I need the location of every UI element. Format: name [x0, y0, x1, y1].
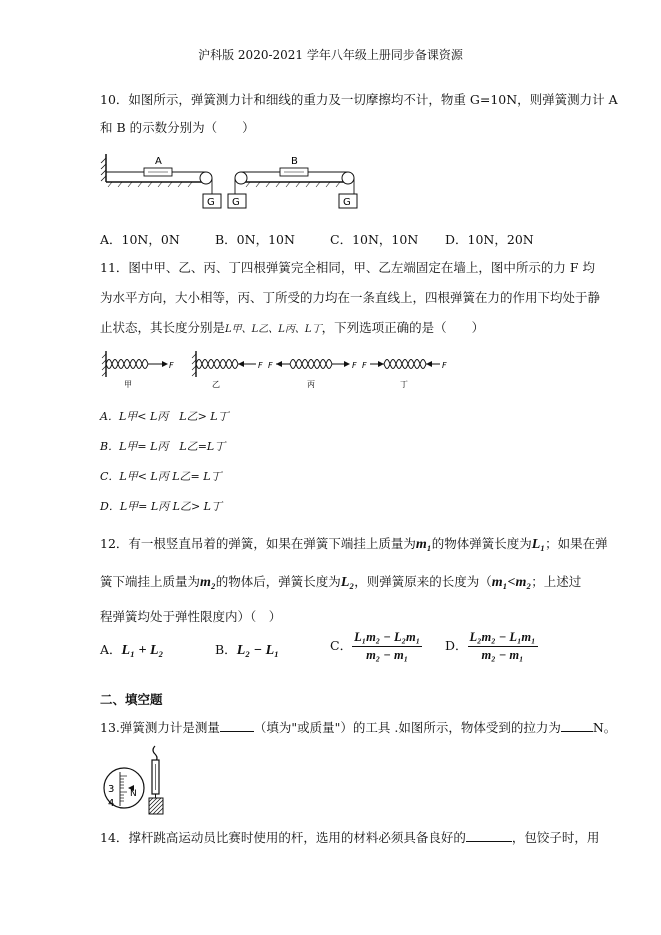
page-header: 沪科版 2020-2021 学年八年级上册同步备课资源 [198, 48, 463, 62]
q12-option-d-fraction [468, 630, 538, 663]
q11-line3-post: ，下列选项正确的是（ ） [321, 320, 485, 335]
q10-label-g2: G [232, 197, 240, 208]
q13-figure [100, 744, 180, 816]
q12-m2: m₂ [200, 575, 216, 590]
q12-option-c-fraction [352, 630, 422, 663]
q11-f-6: F [442, 361, 447, 370]
q11-f-5: F [362, 361, 367, 370]
q11-label-yi: 乙 [212, 380, 220, 389]
q12-line1-c: ；如果在弹 [545, 536, 608, 551]
q11-figure [100, 345, 450, 393]
q12-l1: L₁ [531, 537, 546, 552]
q12-option-a-label: A． [100, 642, 122, 657]
q10-line2: 和 B 的示数分别为（ ） [100, 120, 255, 135]
q12-line2-b: 的物体后，弹簧长度为 [215, 574, 341, 589]
q12-l2: L₂ [340, 575, 355, 590]
q14-text-a: 14．撑杆跳高运动员比赛时使用的杆，选用的材料必须具备良好的 [100, 830, 466, 845]
q12-option-d-label: D． [445, 638, 468, 653]
q11-label-ding: 丁 [400, 380, 408, 389]
section-fill-in-title: 二、填空题 [100, 692, 163, 707]
q11-label-jia: 甲 [124, 380, 132, 389]
q12-option-b-expr: L₂ − L₁ [236, 643, 280, 658]
q12-option-c [330, 630, 422, 663]
q11-f-1: F [169, 361, 174, 370]
q12-line2-c: ，则弹簧原来的长度为（ [354, 574, 492, 589]
q13-text [100, 718, 616, 736]
q13-unit-n: N [130, 789, 137, 799]
q10-line1: 10．如图所示，弹簧测力计和细线的重力及一切摩擦均不计，物重 G=10N，则弹簧测力计 A [100, 92, 618, 107]
q12-line2-a: 簧下端挂上质量为 [100, 574, 201, 589]
q11-option-a: A．L甲< L丙 L乙> L丁 [100, 410, 229, 423]
q14-text-b: ，包饺子时，用 [511, 830, 600, 845]
q14-blank-1[interactable] [466, 829, 512, 842]
q12-option-a-expr: L₁ + L₂ [121, 643, 164, 658]
q12-option-b-label: B． [215, 642, 237, 657]
q10-label-a: A [155, 156, 162, 167]
q12-line1-a: 12．有一根竖直吊着的弹簧，如果在弹簧下端挂上质量为 [100, 536, 416, 551]
q12-option-a [100, 640, 163, 659]
q12-option-d [445, 630, 538, 663]
q13-blank-1[interactable] [220, 719, 254, 732]
q12-line1-b: 的物体弹簧长度为 [431, 536, 532, 551]
q12-option-c-numerator: L₁m₂ − L₂m₁ [352, 630, 422, 647]
q12-option-c-denominator: m₂ − m₁ [366, 648, 409, 662]
q10-option-d: D．10N，20N [445, 232, 534, 247]
q11-line1: 11．图中甲、乙、丙、丁四根弹簧完全相同，甲、乙左端固定在墙上，图中所示的力 F 均 [100, 260, 596, 275]
q11-f-4: F [352, 361, 357, 370]
q11-f-2: F [258, 361, 263, 370]
q11-line2: 为水平方向，大小相等，丙、丁所受的力均在一条直线上，四根弹簧在力的作用下均处于静 [100, 290, 601, 305]
q10-option-b: B．0N，10N [215, 232, 295, 247]
q12-line3: 程弹簧均处于弹性限度内）（ ） [100, 609, 282, 624]
q13-text-b: （填为"或质量"）的工具 .如图所示，物体受到的拉力为 [253, 720, 561, 735]
q10-figure [98, 152, 368, 212]
q12-option-d-denominator: m₂ − m₁ [481, 648, 524, 662]
q10-label-g1: G [207, 197, 215, 208]
q10-label-g3: G [343, 197, 351, 208]
q10-option-a: A．10N，0N [100, 232, 180, 247]
q11-line3-pre: 止状态，其长度分别是 [100, 320, 226, 335]
q13-text-c: N。 [592, 720, 617, 735]
q12-condition: m₁<m₂ [491, 575, 532, 590]
q11-option-b: B．L甲= L丙 L乙=L丁 [100, 440, 226, 453]
q11-option-d: D．L甲= L丙 L乙> L丁 [100, 500, 222, 513]
q13-blank-2[interactable] [561, 719, 593, 732]
q11-line3 [100, 318, 484, 336]
q11-label-bing: 丙 [307, 380, 315, 389]
q12-option-c-label: C． [330, 638, 353, 653]
q11-option-c: C．L甲< L丙 L乙= L丁 [100, 470, 222, 483]
q13-text-a: 13.弹簧测力计是测量 [100, 720, 220, 735]
q14-text [100, 828, 599, 846]
q10-option-c: C．10N，10N [330, 232, 419, 247]
q11-line3-lengths: L甲、L乙、L丙、L丁 [225, 324, 322, 335]
q13-tick-3: 3 [108, 784, 115, 795]
q12-line1 [100, 534, 608, 553]
q12-option-b [215, 640, 279, 659]
q12-line2 [100, 572, 581, 591]
q11-f-3: F [268, 361, 273, 370]
q13-tick-4: 4 [108, 798, 115, 809]
q12-line2-d: ；上述过 [531, 574, 582, 589]
q10-label-b: B [291, 156, 298, 167]
q12-option-d-numerator: L₂m₂ − L₁m₁ [468, 630, 538, 647]
q12-m1: m₁ [415, 537, 432, 552]
